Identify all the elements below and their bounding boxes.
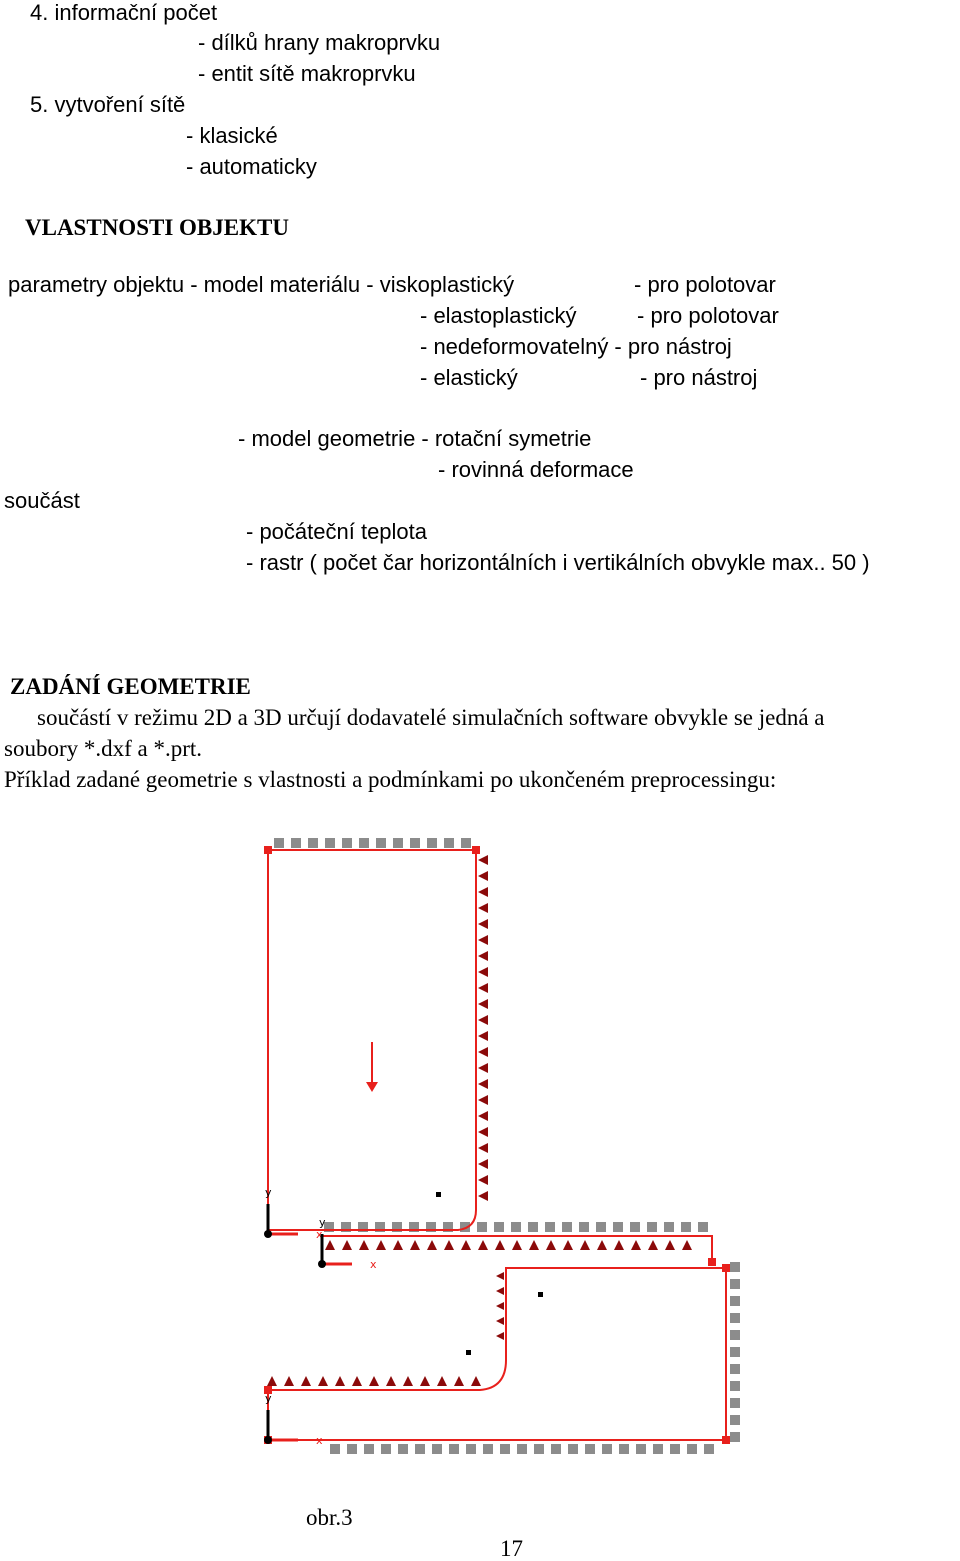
grip-marker (730, 1364, 740, 1374)
boundary-arrow (529, 1240, 539, 1250)
boundary-arrow (342, 1240, 352, 1250)
boundary-arrow (478, 1015, 488, 1025)
grip-marker (730, 1347, 740, 1357)
list-subitem: - dílků hrany makroprvku (198, 30, 441, 55)
corner-node (722, 1264, 730, 1272)
boundary-arrow (427, 1240, 437, 1250)
grip-marker (730, 1432, 740, 1442)
boundary-arrow (478, 1159, 488, 1169)
boundary-arrow (648, 1240, 658, 1250)
initial-temperature: - počáteční teplota (246, 519, 428, 544)
grip-marker (364, 1444, 374, 1454)
boundary-arrow (403, 1376, 413, 1386)
grip-marker (704, 1444, 714, 1454)
grip-marker (613, 1222, 623, 1232)
boundary-arrow (496, 1272, 504, 1280)
boundary-arrow (478, 1175, 488, 1185)
grip-marker (347, 1444, 357, 1454)
list-subitem: - automaticky (186, 154, 317, 179)
corner-node (708, 1258, 716, 1266)
boundary-arrow (478, 903, 488, 913)
node-dot (466, 1350, 471, 1355)
boundary-arrow (386, 1376, 396, 1386)
boundary-arrow (580, 1240, 590, 1250)
grip-marker (730, 1313, 740, 1323)
upper-die-outline (268, 850, 476, 1230)
grip-marker (664, 1222, 674, 1232)
boundary-arrow (335, 1376, 345, 1386)
grip-marker (477, 1222, 487, 1232)
grip-marker (274, 838, 284, 848)
grip-marker (602, 1444, 612, 1454)
grip-marker (562, 1222, 572, 1232)
boundary-arrow (478, 1143, 488, 1153)
geometry-figure (240, 830, 760, 1460)
load-arrow-head (366, 1082, 378, 1092)
boundary-arrow (495, 1240, 505, 1250)
grip-marker (730, 1398, 740, 1408)
boundary-arrow (410, 1240, 420, 1250)
boundary-arrow (631, 1240, 641, 1250)
grip-marker (330, 1444, 340, 1454)
boundary-arrow (496, 1317, 504, 1325)
grip-marker (730, 1279, 740, 1289)
grip-marker (483, 1444, 493, 1454)
axis-x-label: x (316, 1228, 323, 1241)
grip-marker (730, 1415, 740, 1425)
grip-marker (681, 1222, 691, 1232)
geometry-option: - rovinná deformace (438, 457, 634, 482)
raster-line: - rastr ( počet čar horizontálních i vertikálních obvykle max.. 50 ) (246, 550, 870, 575)
boundary-arrow (478, 1127, 488, 1137)
boundary-arrow (478, 1095, 488, 1105)
corner-node (722, 1436, 730, 1444)
grip-marker (376, 838, 386, 848)
corner-node (472, 846, 480, 854)
grip-marker (427, 838, 437, 848)
boundary-arrow (393, 1240, 403, 1250)
boundary-arrow (352, 1376, 362, 1386)
grip-marker (415, 1444, 425, 1454)
boundary-arrow (478, 919, 488, 929)
grip-marker (528, 1222, 538, 1232)
paragraph-line: soubory *.dxf a *.prt. (4, 736, 203, 761)
part-label: součást (4, 488, 80, 513)
grip-marker (393, 838, 403, 848)
boundary-arrow (284, 1376, 294, 1386)
grip-marker (449, 1444, 459, 1454)
boundary-arrow (478, 935, 488, 945)
workpiece-outline (268, 1268, 726, 1440)
boundary-arrow (478, 967, 488, 977)
grip-marker (494, 1222, 504, 1232)
example-line: Příklad zadané geometrie s vlastnosti a podmínkami po ukončeném preprocessingu: (4, 767, 777, 792)
geometry-model: - model geometrie - rotační symetrie (238, 426, 592, 451)
boundary-arrow (597, 1240, 607, 1250)
node-dot (538, 1292, 543, 1297)
list-subitem: - entit sítě makroprvku (198, 61, 416, 86)
grip-marker (511, 1222, 521, 1232)
property-target: - pro nástroj (640, 365, 758, 390)
axis-origin (264, 1230, 272, 1238)
section-heading: VLASTNOSTI OBJEKTU (25, 215, 289, 240)
grip-marker (730, 1381, 740, 1391)
page-number: 17 (500, 1536, 523, 1561)
grip-marker (444, 838, 454, 848)
boundary-arrow (318, 1376, 328, 1386)
grip-marker (381, 1444, 391, 1454)
boundary-arrow (478, 983, 488, 993)
section-heading: ZADÁNÍ GEOMETRIE (10, 674, 251, 699)
grip-marker (585, 1444, 595, 1454)
grip-marker (342, 838, 352, 848)
boundary-arrow (478, 1031, 488, 1041)
property-target: - pro polotovar (637, 303, 779, 328)
axis-y-label: y (319, 1216, 326, 1229)
boundary-arrow (512, 1240, 522, 1250)
boundary-arrow (546, 1240, 556, 1250)
grip-marker (647, 1222, 657, 1232)
boundary-arrow (496, 1302, 504, 1310)
grip-marker (630, 1222, 640, 1232)
boundary-arrow (478, 1111, 488, 1121)
grip-marker (653, 1444, 663, 1454)
boundary-arrow (420, 1376, 430, 1386)
property-target: - pro polotovar (634, 272, 776, 297)
axis-x-label: x (316, 1434, 323, 1447)
boundary-arrow (496, 1287, 504, 1295)
boundary-arrow (665, 1240, 675, 1250)
grip-marker (551, 1444, 561, 1454)
boundary-arrow (478, 1079, 488, 1089)
boundary-arrow (444, 1240, 454, 1250)
boundary-arrow (454, 1376, 464, 1386)
list-item-4: 4. informační počet (30, 0, 218, 25)
boundary-arrow (267, 1376, 277, 1386)
axis-y-label: y (265, 1186, 272, 1199)
grip-marker (545, 1222, 555, 1232)
boundary-arrow (496, 1332, 504, 1340)
boundary-arrow (478, 1191, 488, 1201)
figure-caption: obr.3 (306, 1505, 353, 1530)
boundary-arrow (682, 1240, 692, 1250)
boundary-arrow (461, 1240, 471, 1250)
grip-marker (410, 838, 420, 848)
grip-marker (698, 1222, 708, 1232)
boundary-arrow (478, 951, 488, 961)
boundary-arrow (369, 1376, 379, 1386)
grip-marker (687, 1444, 697, 1454)
grip-marker (517, 1444, 527, 1454)
grip-marker (432, 1444, 442, 1454)
paragraph-line: součástí v režimu 2D a 3D určují dodavatelé simulačních software obvykle se jedná a (37, 705, 825, 730)
boundary-arrow (478, 1240, 488, 1250)
corner-node (264, 846, 272, 854)
boundary-arrow (614, 1240, 624, 1250)
grip-marker (325, 838, 335, 848)
boundary-arrow (478, 855, 488, 865)
property-row: - elastický (420, 365, 518, 390)
grip-marker (568, 1444, 578, 1454)
property-row: - nedeformovatelný - pro nástroj (420, 334, 732, 359)
list-item-5: 5. vytvoření sítě (30, 92, 186, 117)
grip-marker (291, 838, 301, 848)
boundary-arrow (301, 1376, 311, 1386)
axis-origin (264, 1436, 272, 1444)
grip-marker (500, 1444, 510, 1454)
list-subitem: - klasické (186, 123, 278, 148)
axis-y-label: y (265, 1392, 272, 1405)
axis-x-label: x (370, 1258, 377, 1271)
boundary-arrow (437, 1376, 447, 1386)
boundary-arrow (478, 999, 488, 1009)
grip-marker (398, 1444, 408, 1454)
property-row: parametry objektu - model materiálu - viskoplastický (8, 272, 515, 297)
boundary-arrow (471, 1376, 481, 1386)
grip-marker (534, 1444, 544, 1454)
grip-marker (461, 838, 471, 848)
grip-marker (670, 1444, 680, 1454)
grip-marker (359, 838, 369, 848)
grip-marker (579, 1222, 589, 1232)
grip-marker (730, 1262, 740, 1272)
boundary-arrow (478, 871, 488, 881)
grip-marker (466, 1444, 476, 1454)
node-dot (436, 1192, 441, 1197)
boundary-arrow (478, 1047, 488, 1057)
boundary-arrow (359, 1240, 369, 1250)
grip-marker (619, 1444, 629, 1454)
boundary-arrow (376, 1240, 386, 1250)
grip-marker (596, 1222, 606, 1232)
grip-marker (636, 1444, 646, 1454)
boundary-arrow (478, 1063, 488, 1073)
axis-origin (318, 1260, 326, 1268)
boundary-arrow (478, 887, 488, 897)
grip-marker (730, 1330, 740, 1340)
boundary-arrow (325, 1240, 335, 1250)
grip-marker (730, 1296, 740, 1306)
property-row: - elastoplastický (420, 303, 577, 328)
grip-marker (308, 838, 318, 848)
boundary-arrow (563, 1240, 573, 1250)
